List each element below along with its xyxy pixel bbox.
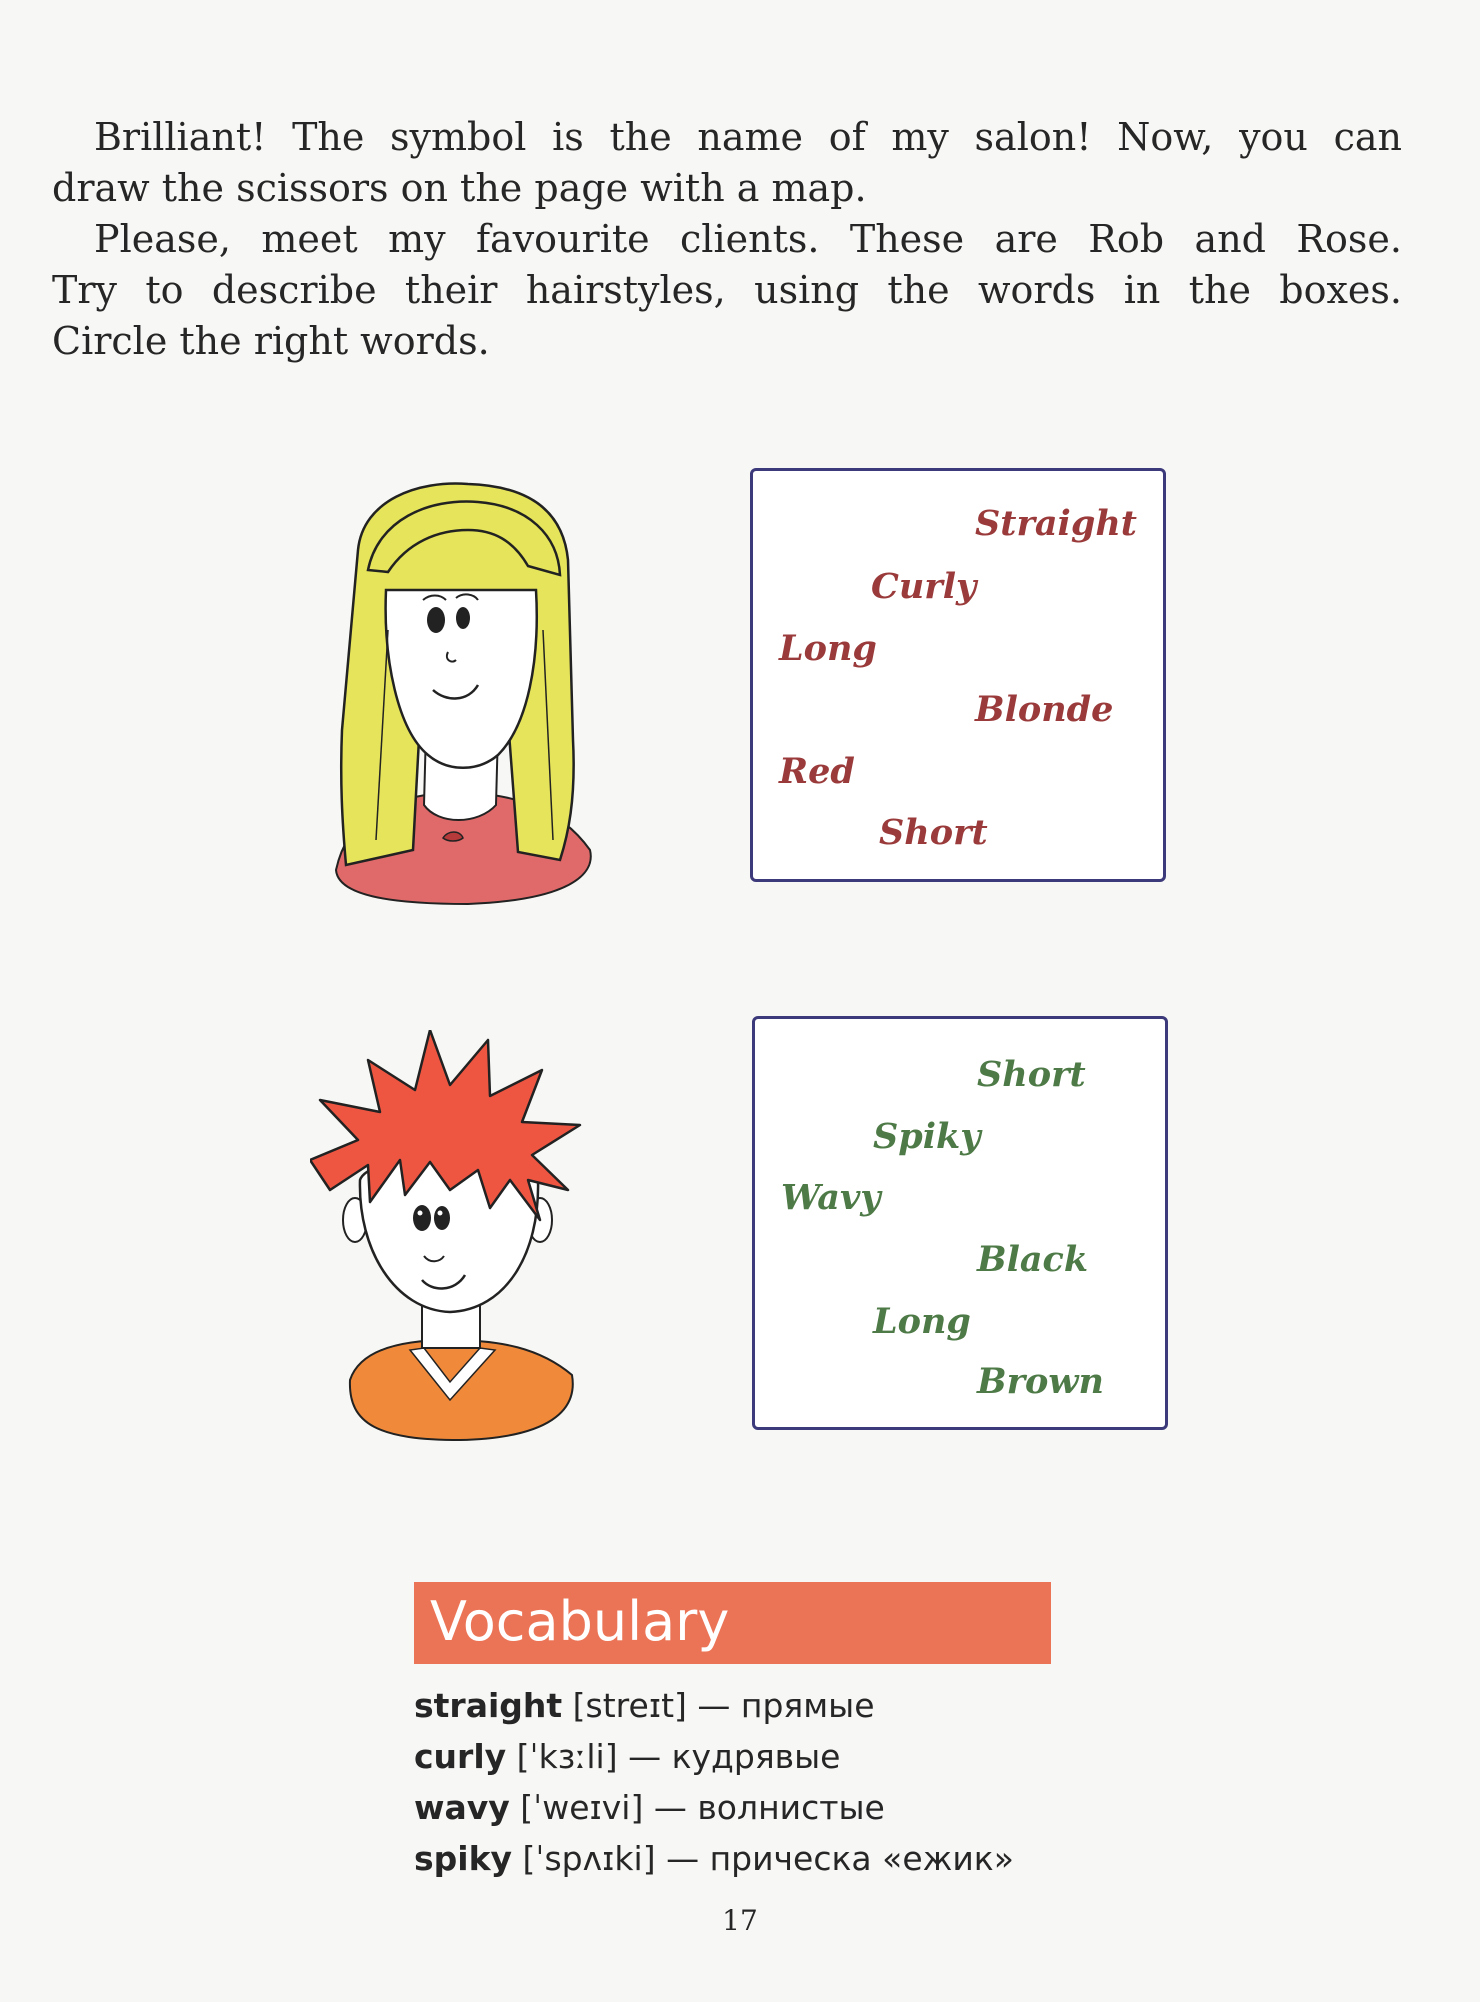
vocab-word: straight [414, 1686, 563, 1725]
vocab-word: wavy [414, 1788, 510, 1827]
intro-paragraph-1 [52, 112, 1402, 214]
rob-hairstyle-word-box [752, 1016, 1168, 1430]
page-number: 17 [722, 1904, 758, 1937]
word-option[interactable]: Red [779, 751, 855, 792]
vocab-translation: кудрявые [671, 1737, 841, 1776]
intro-line: Circle the right words. [52, 319, 490, 363]
vocab-translation: волнистые [697, 1788, 885, 1827]
word-option[interactable]: Black [977, 1239, 1089, 1280]
intro-line: Try to describe their hairstyles, using the words in the boxes. [52, 268, 1402, 312]
vocabulary-title: Vocabulary [430, 1590, 730, 1653]
word-option[interactable]: Wavy [781, 1177, 881, 1218]
rob-illustration [310, 1030, 590, 1450]
intro-line: Please, meet my favourite clients. These are Rob and Rose. [94, 217, 1402, 261]
vocabulary-entry [414, 1833, 1214, 1884]
rose-illustration [328, 480, 598, 910]
vocab-translation: прическа «ежик» [709, 1839, 1014, 1878]
word-option[interactable]: Long [873, 1301, 971, 1342]
vocab-dash: — [628, 1737, 662, 1776]
vocabulary-entry [414, 1782, 1214, 1833]
vocab-word: curly [414, 1737, 507, 1776]
word-option[interactable]: Short [879, 812, 988, 853]
rose-hairstyle-word-box [750, 468, 1166, 882]
vocabulary-list [414, 1680, 1214, 1884]
vocabulary-entry [414, 1731, 1214, 1782]
word-option[interactable]: Short [977, 1054, 1086, 1095]
vocab-translation: прямые [740, 1686, 875, 1725]
vocabulary-entry [414, 1680, 1214, 1731]
vocabulary-banner [414, 1582, 1051, 1664]
vocab-transcription: [streɪt] [572, 1686, 687, 1725]
vocab-dash: — [653, 1788, 687, 1827]
word-option[interactable]: Brown [977, 1361, 1104, 1402]
vocab-dash: — [697, 1686, 731, 1725]
word-option[interactable]: Spiky [873, 1116, 981, 1157]
vocab-transcription: [ˈspʌɪki] [522, 1839, 656, 1878]
vocab-dash: — [666, 1839, 700, 1878]
word-option[interactable]: Straight [975, 503, 1137, 544]
word-option[interactable]: Curly [871, 566, 977, 607]
vocab-transcription: [ˈweɪvi] [520, 1788, 644, 1827]
intro-line: Brilliant! The symbol is the name of my salon! Now, you can [94, 115, 1402, 159]
word-option[interactable]: Long [779, 628, 877, 669]
word-option[interactable]: Blonde [975, 689, 1114, 730]
intro-paragraph-2 [52, 214, 1402, 367]
vocab-word: spiky [414, 1839, 513, 1878]
vocab-transcription: [ˈkɜːli] [516, 1737, 618, 1776]
intro-line: draw the scissors on the page with a map. [52, 166, 867, 210]
